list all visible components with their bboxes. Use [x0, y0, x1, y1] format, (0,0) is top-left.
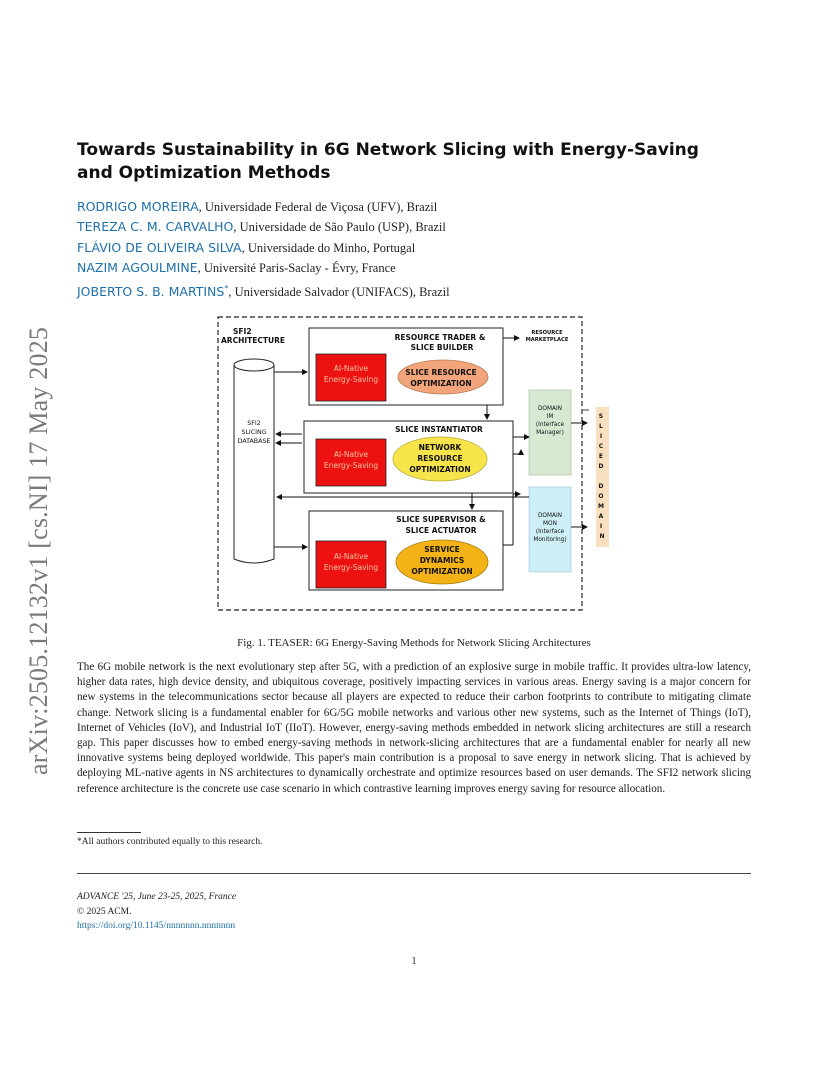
svg-text:DOMAINMON(InterfaceMonitoring): DOMAIN MON (Interface Monitoring) — [533, 513, 567, 543]
author-name[interactable]: JOBERTO S. B. MARTINS — [77, 283, 225, 299]
sliced-domain-strip — [583, 407, 609, 547]
svg-text:AI-NativeEnergy-Saving: AI-Native Energy-Saving — [323, 552, 379, 572]
slice-supervisor-block — [309, 511, 503, 590]
page-number: 1 — [411, 956, 417, 967]
svg-text:RESOURCE TRADER &SLICE BUILDER: RESOURCE TRADER & SLICE BUILDER — [394, 333, 486, 352]
author-list — [77, 197, 450, 302]
author-affiliation: , Universidade de São Paulo (USP), Brazil — [233, 220, 446, 235]
slice-instantiator-block — [304, 421, 513, 493]
slicing-database — [234, 359, 274, 563]
svg-text:SLICE INSTANTIATOR: SLICE INSTANTIATOR — [395, 425, 483, 434]
author-affiliation: , Université Paris-Saclay - Évry, France — [197, 261, 396, 276]
svg-text:S L I C: S L I C E D D O M A I N — [597, 413, 605, 540]
venue-line: ADVANCE '25, June 23-25, 2025, France — [77, 892, 237, 902]
paper-title: Towards Sustainability in 6G Network Slicing with Energy-Saving and Optimization Methods — [77, 140, 699, 183]
author-entry — [77, 279, 450, 303]
author-name[interactable]: NAZIM AGOULMINE — [77, 260, 198, 276]
footnote-rule — [77, 832, 141, 833]
author-affiliation: , Universidade Salvador (UNIFACS), Brazil — [228, 284, 450, 299]
author-name[interactable]: TEREZA C. M. CARVALHO — [77, 219, 234, 235]
architecture-figure — [217, 315, 605, 611]
arxiv-identifier: arXiv:2505.12132v1 [cs.NI] 17 May 2025 — [24, 326, 53, 775]
doi-link[interactable]: https://doi.org/10.1145/nnnnnnn.nnnnnnn — [77, 921, 236, 931]
copyright-line: © 2025 ACM. — [77, 907, 132, 917]
slice-resource-optimization — [398, 360, 488, 394]
svg-text:SLICE SUPERVISOR &SLICE ACTUAT: SLICE SUPERVISOR & SLICE ACTUATOR — [396, 515, 486, 535]
svg-text:SFI2SLICINGDATABASE: SFI2 SLICING DATABASE — [237, 420, 271, 445]
footnote: *All authors contributed equally to this research. — [77, 837, 263, 847]
author-affiliation: , Universidade Federal de Viçosa (UFV), Brazil — [198, 200, 438, 214]
author-entry — [77, 238, 450, 258]
resource-trader-block — [309, 328, 503, 405]
domain-mon-box — [529, 487, 571, 572]
svg-text:SLICE RESOURCEOPTIMIZATION: SLICE RESOURCE OPTIMIZATION — [405, 368, 477, 388]
resource-marketplace-label: RESOURCE MARKETPLACE — [525, 330, 569, 343]
author-entry — [77, 217, 450, 237]
svg-text:NETWORKRESOURCEOPTIMIZATION: NETWORK RESOURCE OPTIMIZATION — [409, 443, 471, 474]
author-entry — [77, 197, 450, 217]
footer-rule — [77, 873, 751, 874]
domain-im-box — [529, 390, 571, 475]
author-name[interactable]: RODRIGO MOREIRA — [77, 199, 199, 214]
equal-contribution-mark: * — [224, 283, 229, 293]
svg-text:AI-NativeEnergy-Saving: AI-Native Energy-Saving — [323, 450, 379, 470]
svg-text:AI-NativeEnergy-Saving: AI-Native Energy-Saving — [323, 364, 379, 384]
figure-caption: Fig. 1. TEASER: 6G Energy-Saving Methods for Network Slicing Architectures — [237, 637, 591, 649]
abstract-paragraph: The 6G mobile network is the next evolutionary step after 5G, with a prediction of an explosive surge in mobile traffic. It provides ultra-low latency, higher data rates, high device density, and ubiquitous coverage, positively impacting services in various areas. Energy saving is a major concern for new systems in the telecommunications sector because all players are expected to reduce their carbon footprints to contribute to mitigating climate change. Network slicing is a fundamental enabler for 6G/5G mobile networks and various other new systems, such as the Internet of Things (IoT), Internet of Vehicles (IoV), and Industrial IoT (IIoT). However, energy-saving methods embedded in network slicing architectures are still a research gap. This paper discusses how to embed energy-saving methods in network-slicing architectures that are a fundamental enabler for nearly all new innovative systems being deployed worldwide. This paper's main contribution is a proposal to save energy in network slicing. That is achieved by deploying ML-native agents in NS architectures to dynamically orchestrate and optimize resources based on user demands. The SFI2 network slicing reference architecture is the concrete use case scenario in which contrastive learning improves energy saving for resource allocation. — [77, 661, 751, 795]
author-affiliation: , Universidade do Minho, Portugal — [241, 240, 416, 255]
author-name[interactable]: FLÁVIO DE OLIVEIRA SILVA — [77, 239, 242, 255]
svg-text:DOMAINIM(InterfaceManager): DOMAIN IM (Interface Manager) — [535, 406, 565, 436]
architecture-label: SFI2 ARCHITECTURE — [221, 327, 285, 345]
svg-text:SERVICEDYNAMICSOPTIMIZATION: SERVICE DYNAMICS OPTIMIZATION — [411, 545, 473, 576]
author-entry — [77, 258, 450, 278]
